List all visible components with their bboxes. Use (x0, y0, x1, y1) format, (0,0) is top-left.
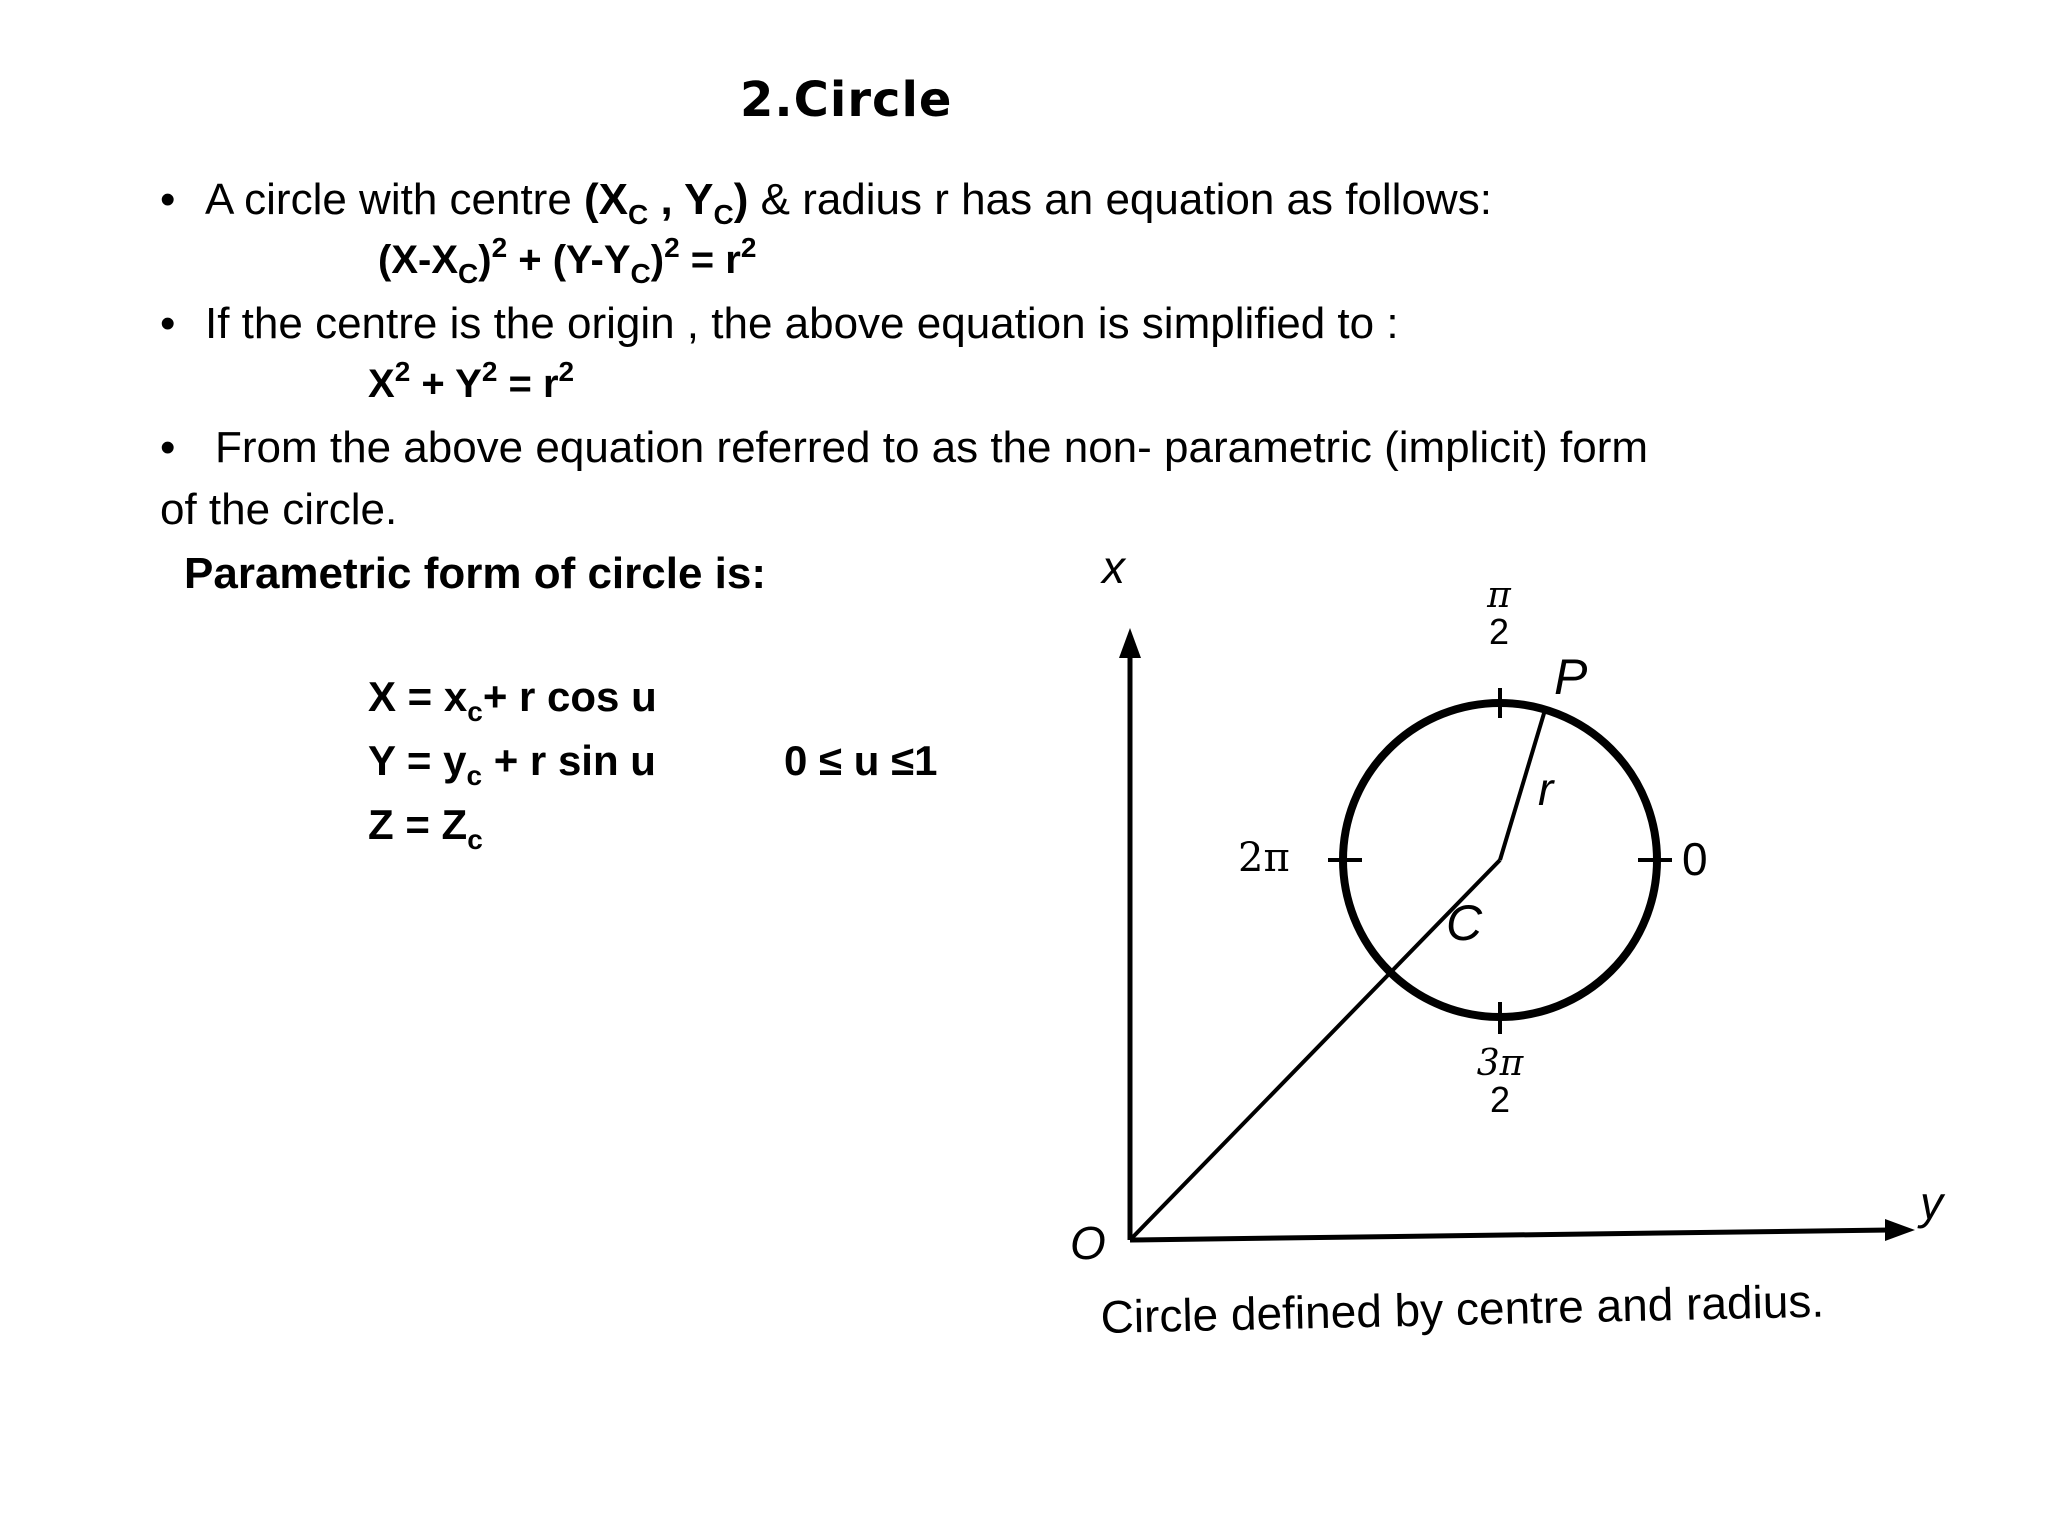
param-x-sub: c (467, 696, 483, 727)
circle-diagram-svg (1070, 540, 1970, 1300)
eq1-sub2: C (630, 258, 651, 289)
point-p-label: P (1554, 649, 1588, 705)
angle-bottom-num: 3π (1476, 1043, 1524, 1084)
bullet-1-text-a: A circle with centre (205, 175, 585, 224)
param-z-a: Z = Z (368, 801, 468, 848)
centre-notation (584, 175, 749, 230)
angle-top-label (1466, 575, 1532, 652)
eq1-exp1: 2 (491, 232, 508, 263)
bullet-1-text-b: & radius r has an equation as follows: (748, 175, 1492, 224)
param-x-equation (368, 673, 657, 727)
eq1-part1: (X-X (378, 238, 458, 282)
angle-top-num: π (1487, 575, 1511, 616)
angle-bottom-label (1460, 1043, 1540, 1120)
y-axis-arrow (1885, 1219, 1915, 1241)
bullet-2 (160, 299, 1399, 348)
param-y-sub: c (466, 760, 483, 791)
angle-top-den: 2 (1488, 611, 1510, 652)
centre-mid: , Y (648, 175, 714, 224)
param-z-sub: c (467, 824, 483, 855)
centre-label: C (1446, 895, 1483, 951)
eq1-exp3: 2 (740, 232, 757, 263)
radius-label: r (1538, 763, 1554, 815)
param-range: 0 ≤ u ≤1 (784, 737, 938, 784)
angle-right-label: 0 (1682, 833, 1708, 885)
param-y-b: + r sin u (482, 737, 656, 784)
eq2-exp1: 2 (394, 356, 411, 387)
x-axis-label: x (1102, 541, 1125, 593)
bullet-3-line-2: of the circle. (160, 485, 398, 534)
eq1-part2: ) (478, 238, 492, 282)
eq1-part5: = r (679, 238, 741, 282)
x-axis-arrow (1119, 628, 1141, 658)
bullet-3-line-1 (160, 423, 1649, 472)
parametric-heading: Parametric form of circle is: (184, 549, 767, 598)
eq2-part3: = r (497, 362, 559, 406)
circle-diagram (1070, 540, 1970, 1380)
eq2-part2: + Y (410, 362, 482, 406)
slide-title: 2.Circle (740, 72, 953, 128)
param-z-equation (368, 801, 483, 855)
eq2-part1: X (368, 362, 395, 406)
origin-to-centre-line (1130, 860, 1500, 1240)
bullet-2-text: If the centre is the origin , the above equation is simplified to : (205, 299, 1399, 348)
y-axis-line (1130, 1230, 1890, 1240)
param-y-a: Y = y (368, 737, 467, 784)
origin-label: O (1070, 1217, 1106, 1269)
eq2-exp3: 2 (558, 356, 575, 387)
angle-bottom-den: 2 (1489, 1079, 1511, 1120)
centre-sub-y: C (713, 199, 734, 230)
param-y-equation (368, 737, 656, 791)
diagram-caption: Circle defined by centre and radius. (1100, 1274, 1825, 1343)
equation-general (378, 232, 757, 289)
centre-sub-x: C (628, 199, 649, 230)
bullet-3-dot: • (160, 423, 176, 472)
eq2-exp2: 2 (481, 356, 498, 387)
param-x-a: X = x (368, 673, 468, 720)
eq1-part4: ) (650, 238, 665, 282)
equation-origin (368, 356, 575, 406)
bullet-3-text-1: From the above equation referred to as the non- parametric (implicit) form (215, 423, 1649, 472)
y-axis-label: y (1920, 1177, 1943, 1229)
eq1-part3: + (Y-Y (507, 238, 631, 282)
bullet-2-dot: • (160, 299, 176, 348)
bullet-1-dot: • (160, 175, 176, 224)
eq1-exp2: 2 (664, 232, 680, 263)
centre-open: (X (584, 175, 629, 224)
bullet-1 (160, 175, 1492, 230)
centre-close: ) (733, 175, 749, 224)
eq1-sub1: C (458, 258, 479, 289)
angle-left-label: 2π (1238, 835, 1290, 881)
param-x-b: + r cos u (482, 673, 657, 720)
